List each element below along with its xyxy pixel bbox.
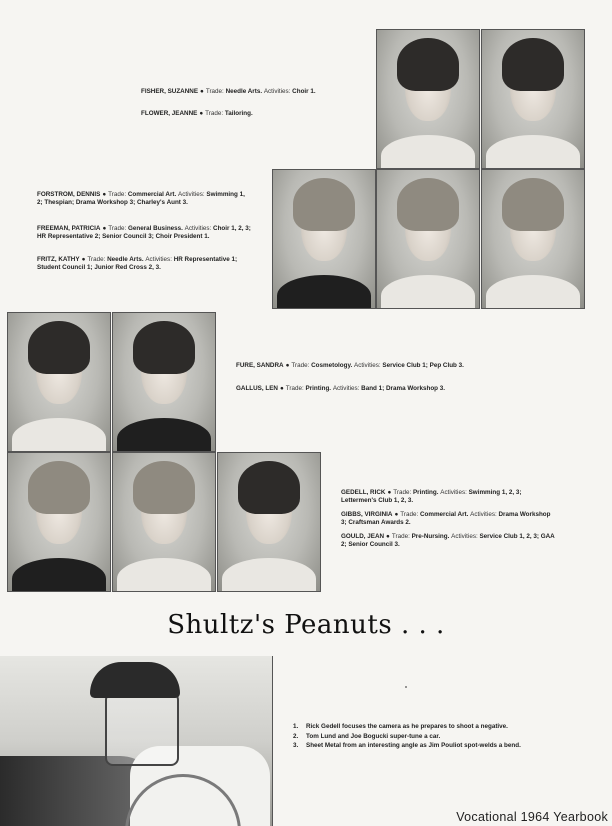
footer-yearbook-label: Vocational 1964 Yearbook — [456, 810, 608, 824]
entry-freeman-patricia: FREEMAN, PATRICIA ● Trade: General Business. Activities: Choir 1, 2, 3; HR Representative 2; Senior Council 3; Choir President 1. — [37, 225, 251, 240]
entry-fure-sandra: FURE, SANDRA ● Trade: Cosmetology. Activities: Service Club 1; Pep Club 3. — [236, 362, 464, 369]
portrait-gibbs-virginia — [112, 452, 216, 592]
entry-gibbs-virginia: GIBBS, VIRGINIA ● Trade: Commercial Art. Activities: Drama Workshop 3; Craftsman Awards 2. — [341, 511, 551, 526]
portrait-fure-sandra — [7, 312, 111, 452]
entry-forstrom-dennis: FORSTROM, DENNIS ● Trade: Commercial Art. Activities: Swimming 1, 2; Thespian; Drama Workshop 3; Charley's Aunt 3. — [37, 191, 245, 206]
photo-captions — [293, 722, 521, 751]
portrait-fisher-suzanne — [376, 29, 480, 169]
portrait-gedell-rick — [7, 452, 111, 592]
portrait-freeman-patricia — [376, 169, 480, 309]
entry-gedell-rick: GEDELL, RICK ● Trade: Printing. Activities: Swimming 1, 2, 3; Lettermen's Club 1, 2, 3. — [341, 489, 522, 504]
portrait-gallus-len — [112, 312, 216, 452]
section-heading: Shultz's Peanuts . . . — [167, 610, 445, 640]
portrait-fritz-kathy — [481, 169, 585, 309]
caption-item: 3. Sheet Metal from an interesting angle as Jim Pouliot spot-welds a bend. — [293, 742, 521, 749]
entry-fritz-kathy: FRITZ, KATHY ● Trade: Needle Arts. Activities: HR Representative 1; Student Council 1; Junior Red Cross 2, 3. — [37, 256, 238, 271]
portrait-flower-jeanne — [481, 29, 585, 169]
entry-gould-jean: GOULD, JEAN ● Trade: Pre-Nursing. Activities: Service Club 1, 2, 3; GAA 2; Senior Council 3. — [341, 533, 555, 548]
portrait-gould-jean — [217, 452, 321, 592]
portrait-forstrom-dennis — [272, 169, 376, 309]
caption-item: 1. Rick Gedell focuses the camera as he prepares to shoot a negative. — [293, 723, 508, 730]
welding-photo — [0, 656, 273, 826]
entry-gallus-len: GALLUS, LEN ● Trade: Printing. Activities: Band 1; Drama Workshop 3. — [236, 385, 446, 392]
entry-fisher-suzanne: FISHER, SUZANNE ● Trade: Needle Arts. Activities: Choir 1. — [141, 88, 316, 95]
entry-flower-jeanne: FLOWER, JEANNE ● Trade: Tailoring. — [141, 110, 253, 117]
print-speck — [405, 686, 407, 688]
caption-item: 2. Tom Lund and Joe Bogucki super-tune a car. — [293, 732, 441, 740]
